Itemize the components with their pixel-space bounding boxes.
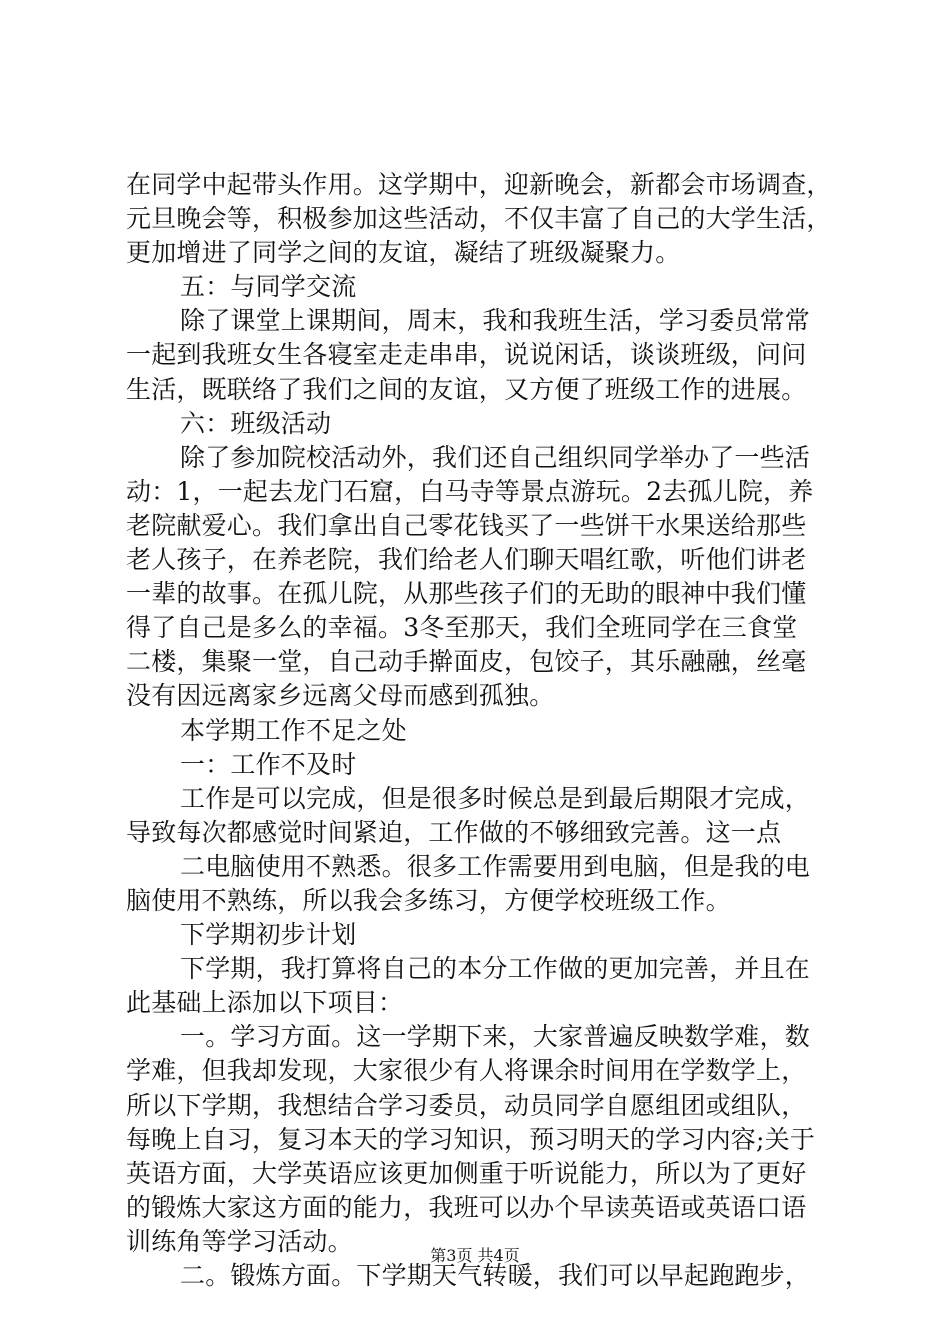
text-line: 在同学中起带头作用。这学期中，迎新晚会，新都会市场调查， bbox=[126, 170, 832, 199]
text-line: 英语方面，大学英语应该更加侧重于听说能力，所以为了更好 bbox=[126, 1158, 807, 1188]
text-line: 下学期，我打算将自己的本分工作做的更加完善，并且在 bbox=[180, 954, 811, 984]
text-line: 二电脑使用不熟悉。很多工作需要用到电脑，但是我的电 bbox=[180, 851, 811, 881]
text-line: 五：与同学交流 bbox=[180, 272, 357, 302]
text-line: 元旦晚会等，积极参加这些活动，不仅丰富了自己的大学生活， bbox=[126, 204, 832, 234]
page-footer: 第3页 共4页 bbox=[430, 1246, 520, 1265]
text-line: 一。学习方面。这一学期下来，大家普遍反映数学难，数 bbox=[180, 1022, 811, 1052]
text-line: 一辈的故事。在孤儿院，从那些孩子们的无助的眼神中我们懂 bbox=[126, 579, 807, 609]
text-line: 动：1，一起去龙门石窟，白马寺等景点游玩。2去孤儿院，养 bbox=[126, 476, 814, 506]
text-line: 老院献爱心。我们拿出自己零花钱买了一些饼干水果送给那些 bbox=[126, 510, 807, 540]
text-line: 所以下学期，我想结合学习委员，动员同学自愿组团或组队， bbox=[126, 1090, 807, 1120]
text-line: 二。锻炼方面。下学期天气转暖，我们可以早起跑跑步， bbox=[180, 1261, 811, 1290]
text-line: 更加增进了同学之间的友谊，凝结了班级凝聚力。 bbox=[126, 238, 681, 268]
document-body bbox=[126, 168, 836, 1293]
text-line: 导致每次都感觉时间紧迫，工作做的不够细致完善。这一点 bbox=[126, 817, 782, 847]
text-line: 本学期工作不足之处 bbox=[180, 715, 407, 745]
text-line: 工作是可以完成，但是很多时候总是到最后期限才完成， bbox=[180, 783, 811, 813]
text-line: 一：工作不及时 bbox=[180, 749, 357, 779]
text-line: 二楼，集聚一堂，自己动手擀面皮，包饺子，其乐融融，丝毫 bbox=[126, 647, 807, 677]
text-line: 得了自己是多么的幸福。3冬至那天，我们全班同学在三食堂 bbox=[126, 613, 798, 643]
text-line: 下学期初步计划 bbox=[180, 920, 357, 950]
text-line: 每晚上自习，复习本天的学习知识，预习明天的学习内容;关于 bbox=[126, 1124, 816, 1154]
text-line: 六：班级活动 bbox=[180, 408, 332, 438]
text-line: 此基础上添加以下项目： bbox=[126, 988, 404, 1018]
text-line: 生活，既联络了我们之间的友谊，又方便了班级工作的进展。 bbox=[126, 374, 807, 404]
text-line: 老人孩子，在养老院，我们给老人们聊天唱红歌，听他们讲老 bbox=[126, 545, 807, 575]
text-line: 训练角等学习活动。 bbox=[126, 1226, 353, 1256]
text-line: 的锻炼大家这方面的能力，我班可以办个早读英语或英语口语 bbox=[126, 1192, 807, 1222]
text-line: 除了参加院校活动外，我们还自己组织同学举办了一些活 bbox=[180, 442, 811, 472]
text-line: 一起到我班女生各寝室走走串串，说说闲话，谈谈班级，问问 bbox=[126, 340, 807, 370]
text-line: 除了课堂上课期间，周末，我和我班生活，学习委员常常 bbox=[180, 306, 811, 336]
text-line: 脑使用不熟练，所以我会多练习，方便学校班级工作。 bbox=[126, 885, 731, 915]
text-line: 没有因远离家乡远离父母而感到孤独。 bbox=[126, 681, 555, 711]
text-line: 学难，但我却发现，大家很少有人将课余时间用在学数学上， bbox=[126, 1056, 807, 1086]
